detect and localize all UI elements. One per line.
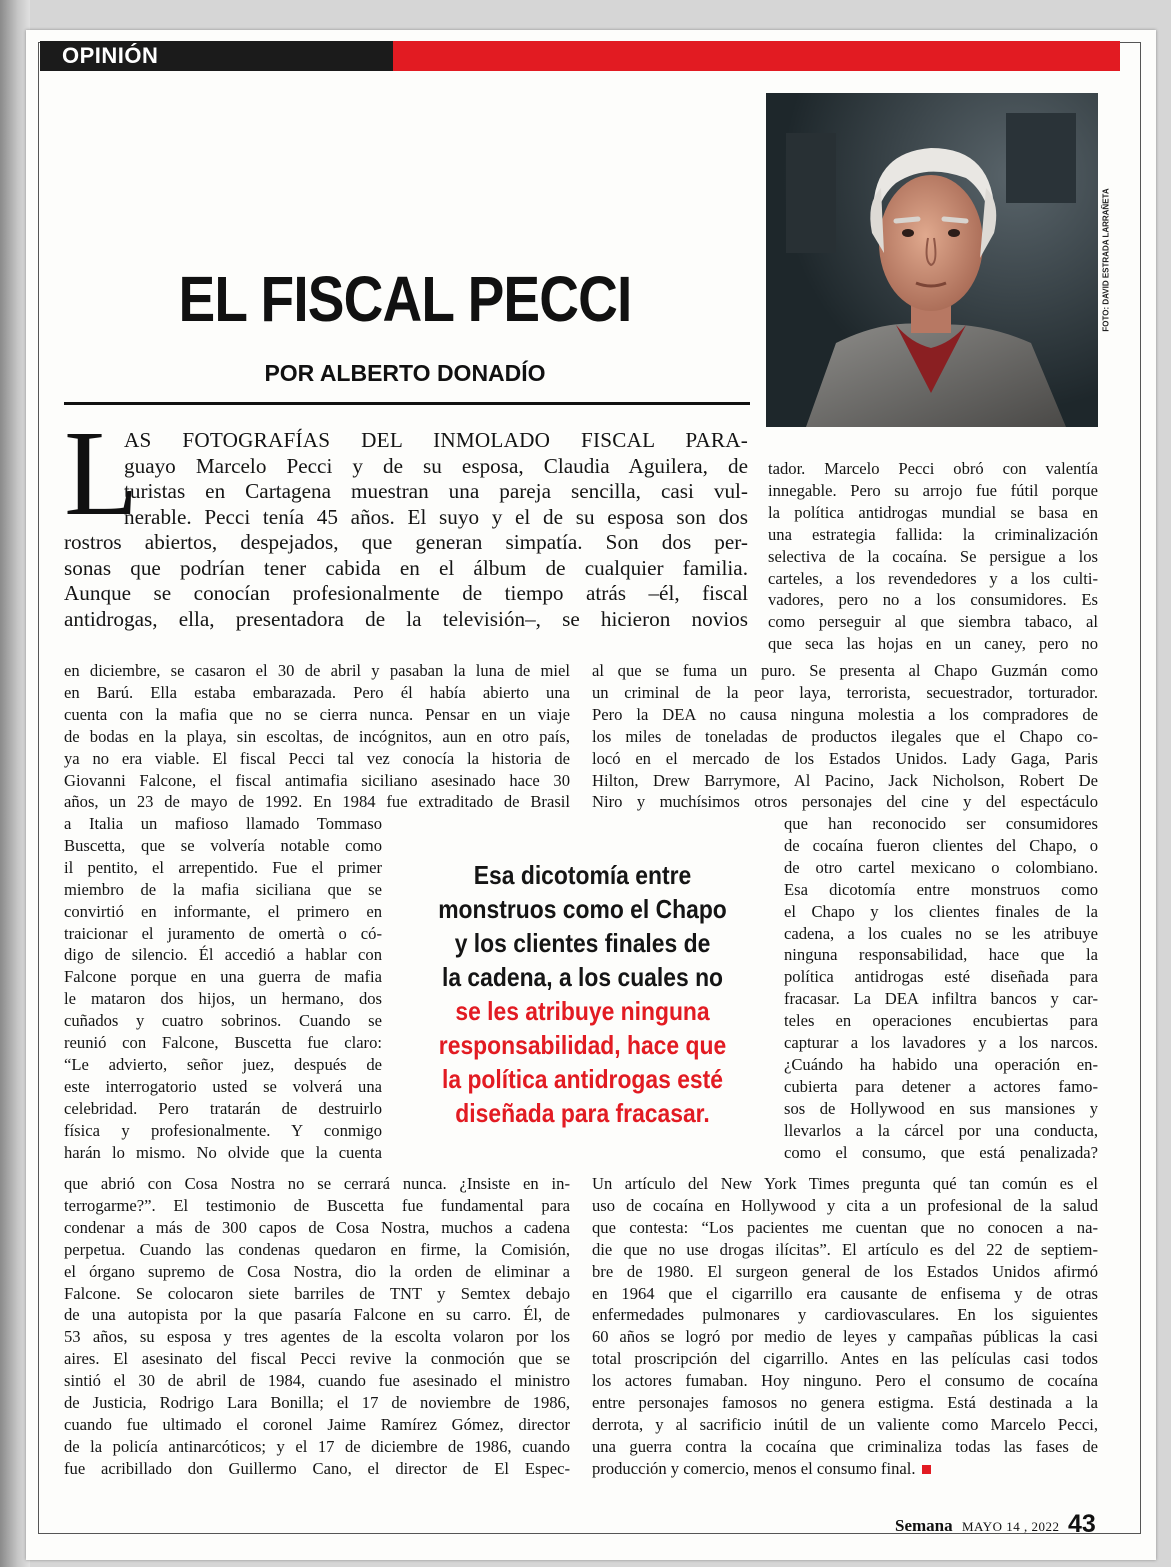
article-title: EL FISCAL PECCI: [178, 263, 632, 335]
body-line: vadores, pero no a los consumidores. Es: [768, 590, 1098, 610]
body-line: teles en operaciones encubiertas para: [784, 1011, 1098, 1031]
lead-line: Aunque se conocían profesionalmente de tiempo atrás –él, fiscal: [64, 581, 748, 605]
column-2-narrow: [784, 813, 1098, 1164]
article-byline: POR ALBERTO DONADÍO: [264, 360, 546, 386]
body-line: le mataron dos hijos, un hermano, dos: [64, 989, 382, 1009]
body-line: locó en el mercado de los Estados Unidos. Lady Gaga, Paris: [592, 748, 1098, 768]
pull-quote-line-highlight: se les atribuye ninguna: [455, 996, 710, 1026]
body-line: una estrategia fallida: la criminalización: [768, 524, 1098, 544]
body-line: los actores fumaban. Hoy ninguno. Pero el consumo de cocaína: [592, 1371, 1098, 1391]
lead-paragraph-indented: [124, 428, 748, 530]
body-line: al que se fuma un puro. Se presenta al Chapo Guzmán como: [592, 661, 1098, 680]
body-line: capturar a los lavadores y a los narcos.: [784, 1033, 1098, 1053]
portrait-illustration: [766, 93, 1098, 427]
body-line: este interrogatorio usted se volverá una: [64, 1076, 382, 1096]
body-line: digo de silencio. Él accedió a hablar con: [64, 945, 382, 965]
lead-line: guayo Marcelo Pecci y de su esposa, Claudia Aguilera, de: [124, 453, 748, 478]
body-line: tador. Marcelo Pecci obró con valentía: [768, 459, 1098, 478]
body-line: que han reconocido ser consumidores: [784, 814, 1098, 833]
body-line: que seca las hojas en un caney, pero no: [768, 634, 1098, 654]
body-line: un criminal de la peor laya, terrorista, secuestrador, torturador.: [592, 682, 1098, 702]
body-line: Pero la DEA no causa ninguna molestia a los compradores de: [592, 704, 1098, 724]
body-line: condenar a más de 300 capos de Cosa Nostra, muchos a cadena: [64, 1217, 570, 1237]
body-line: il pentito, el arrepentido. Fue el primer: [64, 857, 382, 877]
body-line: Hilton, Drew Barrymore, Al Pacino, Jack Nicholson, Robert De: [592, 770, 1098, 790]
body-line: Niro y muchísimos otros personajes del cine y del espectáculo: [592, 792, 1098, 812]
body-line-final: [592, 1458, 1098, 1480]
body-line: como el consumo, que está penalizada?: [784, 1142, 1098, 1162]
column-2-mid: [592, 660, 1098, 813]
lead-line: AS FOTOGRAFÍAS DEL INMOLADO FISCAL PARA-: [124, 428, 748, 452]
body-line: die que no use drogas ilícitas”. El artículo es del 22 de septiem-: [592, 1239, 1098, 1259]
body-line: miembro de la mafia siciliana que se: [64, 879, 382, 899]
body-line: la política antidrogas mundial se basa en: [768, 502, 1098, 522]
body-line: convirtió en informante, el primero en: [64, 901, 382, 921]
body-line: bre de 1980. El surgeon general de los Estados Unidos afirmó: [592, 1261, 1098, 1281]
body-line: uso de cocaína en Hollywood y cita a un profesional de la salud: [592, 1195, 1098, 1215]
photo-credit-text: FOTO: DAVID ESTRADA LARRAÑETA: [1101, 188, 1111, 332]
body-line: Falcone. Se colocaron siete barriles de TNT y Semtex debajo: [64, 1283, 570, 1303]
body-line: en Barú. Ella estaba embarazada. Pero él había abierto una: [64, 682, 570, 702]
body-line: fracasar. La DEA infiltra bancos y car-: [784, 989, 1098, 1009]
body-line: de cocaína fueron clientes del Chapo, o: [784, 835, 1098, 855]
body-line: 60 años se logró por medio de leyes y campañas públicas la casi: [592, 1327, 1098, 1347]
body-line: Falcone porque en una guerra de mafia: [64, 967, 382, 987]
body-line: cuando fue ultimado el coronel Jaime Ramírez Gómez, director: [64, 1414, 570, 1434]
page-number: 43: [1068, 1510, 1096, 1538]
body-line: derrota, y al sacrificio inútil de un valiente como Marcelo Pecci,: [592, 1414, 1098, 1434]
body-line: como perseguir al que siembra tabaco, al: [768, 612, 1098, 632]
lead-line: turistas en Cartagena muestran una pareja sencilla, casi vul-: [124, 479, 748, 503]
photo-credit: [1099, 93, 1113, 427]
lead-paragraph-full: [64, 530, 748, 632]
body-line: traicionar el juramento de omertà o có-: [64, 923, 382, 943]
body-line: sos de Hollywood en sus mansiones y: [784, 1098, 1098, 1118]
body-line: en 1964 que el cigarrillo era causante de enfisema y de otras: [592, 1283, 1098, 1303]
body-line: sintió el 30 de abril de 1984, cuando fue asesinado el ministro: [64, 1371, 570, 1391]
body-line: innegable. Pero su arrojo fue fútil porque: [768, 480, 1098, 500]
body-line: ya no era viable. El fiscal Pecci tal vez conocía la historia de: [64, 748, 570, 768]
body-line: cadena, a los cuales no se les atribuye: [784, 923, 1098, 943]
body-line: que abrió con Cosa Nostra no se cerrará nunca. ¿Insiste en in-: [64, 1174, 570, 1193]
footer-date: MAYO 14 , 2022: [962, 1519, 1060, 1534]
body-line: de la policía antinarcóticos; y el 17 de diciembre de 1986, cuando: [64, 1436, 570, 1456]
lead-line: rostros abiertos, despejados, que generan simpatía. Son dos per-: [64, 530, 748, 554]
lead-line: nerable. Pecci tenía 45 años. El suyo y el de su esposa son dos: [124, 504, 748, 529]
body-line: Esa dicotomía entre monstruos como: [784, 879, 1098, 899]
body-line: Giovanni Falcone, el fiscal antimafia siciliano asesinado hace 30: [64, 770, 570, 790]
body-line: celebridad. Pero tratarán de destruirlo: [64, 1098, 382, 1118]
body-line: de bodas en la playa, sin escoltas, de incógnitos, aun en otro país,: [64, 726, 570, 746]
pull-quote: [422, 858, 743, 1130]
body-line: a Italia un mafioso llamado Tommaso: [64, 814, 382, 833]
body-line: Buscetta, que se volvería notable como: [64, 835, 382, 855]
body-line: años, un 23 de mayo de 1992. En 1984 fue extraditado de Brasil: [64, 792, 570, 812]
body-line: carteles, a los revendedores y a los culti-: [768, 568, 1098, 588]
title-rule: [64, 402, 750, 405]
body-line: cuenta con la mafia que no se cierra nunca. Pensar en un viaje: [64, 704, 570, 724]
section-label: OPINIÓN: [62, 43, 159, 68]
pull-quote-line-highlight: diseñada para fracasar.: [455, 1098, 710, 1128]
column-1-narrow: [64, 813, 382, 1164]
column-2-bottom: [592, 1173, 1098, 1480]
body-line: cubierta para detener a actores famo-: [784, 1076, 1098, 1096]
body-line: de otro cartel mexicano o colombiano.: [784, 857, 1098, 877]
body-line-final-text: producción y comercio, menos el consumo final.: [592, 1458, 916, 1478]
section-bar-red: [393, 41, 1120, 71]
body-line: perpetua. Cuando las condenas quedaron en firme, la Comisión,: [64, 1239, 570, 1259]
body-line: ninguna responsabilidad, hace que la: [784, 945, 1098, 965]
body-line: enfermedades pulmonares y cardiovasculares. En los siguientes: [592, 1305, 1098, 1325]
body-line: llevarlos a la cárcel por una conducta,: [784, 1120, 1098, 1140]
body-line: en diciembre, se casaron el 30 de abril y pasaban la luna de miel: [64, 661, 570, 680]
body-line: ¿Cuándo ha habido una operación en-: [784, 1054, 1098, 1074]
body-line: “Le advierto, señor juez, después de: [64, 1054, 382, 1074]
body-line: harán lo mismo. No olvide que la cuenta: [64, 1142, 382, 1162]
drop-cap: L: [64, 406, 139, 541]
body-line: que contesta: “Los pacientes me cuentan que no conocen a na-: [592, 1217, 1098, 1237]
pull-quote-line: monstruos como el Chapo: [438, 894, 727, 924]
body-line: de Justicia, Rodrigo Lara Bonilla; el 17 de noviembre de 1986,: [64, 1393, 570, 1413]
pull-quote-line: y los clientes finales de: [454, 928, 711, 958]
body-line: aires. El asesinato del fiscal Pecci revive la conmoción que se: [64, 1349, 570, 1369]
body-line: total proscripción del cigarrillo. Antes en las películas casi todos: [592, 1349, 1098, 1369]
lead-line: antidrogas, ella, presentadora de la televisión–, se hicieron novios: [64, 606, 748, 631]
column-2-top: [768, 458, 1098, 655]
body-line: 53 años, su esposa y tres agentes de la escolta volaron por los: [64, 1327, 570, 1347]
body-line: los miles de toneladas de productos ilegales que el Chapo co-: [592, 726, 1098, 746]
pull-quote-line: Esa dicotomía entre: [473, 860, 692, 890]
body-line: selectiva de la cocaína. Se persigue a los: [768, 546, 1098, 566]
pull-quote-line: la cadena, a los cuales no: [441, 962, 724, 992]
body-line: Un artículo del New York Times pregunta qué tan común es el: [592, 1174, 1098, 1193]
lead-line: sonas que podrían tener cabida en el álbum de cualquier familia.: [64, 555, 748, 580]
body-line: terrogarme?”. El testimonio de Buscetta fue fundamental para: [64, 1195, 570, 1215]
end-of-article-mark: [922, 1465, 931, 1474]
body-line: política antidrogas esté diseñada para: [784, 967, 1098, 987]
body-line: el Chapo y los clientes finales de la: [784, 901, 1098, 921]
body-line: el órgano supremo de Cosa Nostra, dio la orden de eliminar a: [64, 1261, 570, 1281]
pull-quote-line-highlight: responsabilidad, hace que: [438, 1030, 727, 1060]
body-line: cuñados y cuatro sobrinos. Cuando se: [64, 1011, 382, 1031]
column-1-top: [64, 660, 570, 813]
column-1-bottom: [64, 1173, 570, 1480]
body-line: fue acribillado don Guillermo Cano, el director de El Espec-: [64, 1458, 570, 1478]
section-bar: [40, 41, 1120, 71]
body-line: de una autopista por la que pasaría Falcone en su carro. Él, de: [64, 1305, 570, 1325]
body-line: reunió con Falcone, Buscetta fue claro:: [64, 1033, 382, 1053]
body-line: una guerra contra la cocaína que criminaliza todas las fases de: [592, 1436, 1098, 1456]
body-line: física y profesionalmente. Y conmigo: [64, 1120, 382, 1140]
pull-quote-line-highlight: la política antidrogas esté: [442, 1064, 723, 1094]
footer-publication: Semana: [895, 1516, 953, 1535]
author-portrait-photo: [766, 93, 1098, 427]
body-line: entre personajes famosos no genera estigma. Está destinada a la: [592, 1393, 1098, 1413]
